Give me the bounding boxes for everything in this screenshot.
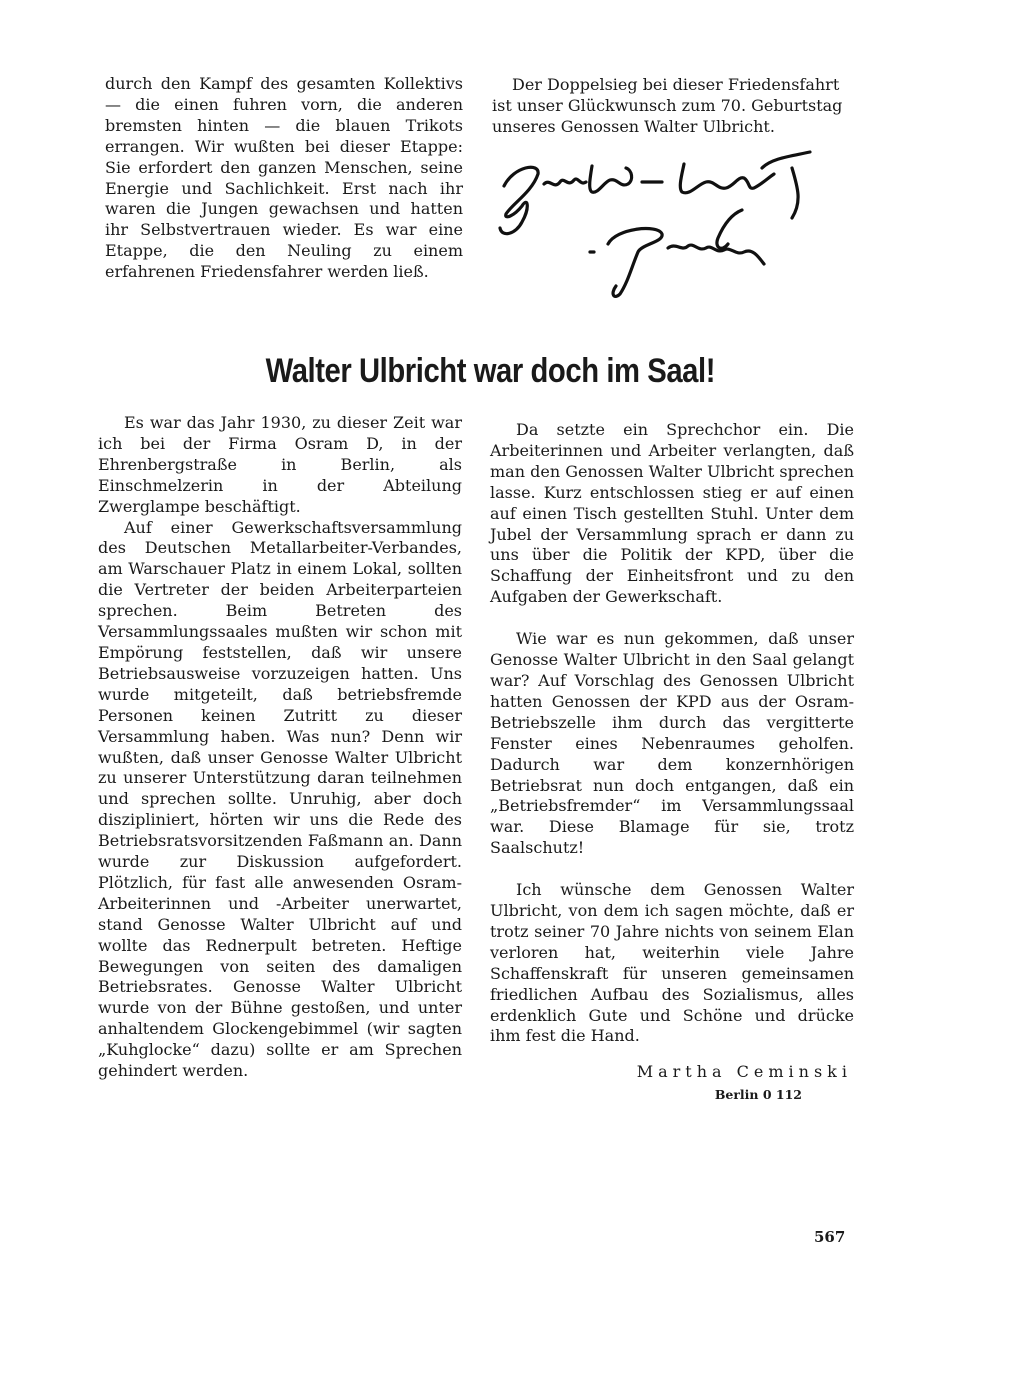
article-paragraph: Auf einer Gewerkschaftsversammlung des Deutschen Metallarbeiter-Verbandes, am Warschauer Platz in einem Lokal, sollten die Vertreter der beiden Arbeiterparteien sprechen. Beim Betreten des Versammlungssaales mußten wir schon mit Empörung feststellen, daß wir unsere Betriebsausweise vorzuzeigen hatten. Uns wurde mitgeteilt, daß betriebsfremde Personen keinen Zutritt zu dieser Versammlung haben. Was nun? Denn wir wußten, daß unser Genosse Walter Ulbricht zu unserer Unterstützung daran teilnehmen und sprechen sollte. Unruhig, aber doch diszipliniert, hörten wir uns die Rede des Betriebsratsvorsitzenden Faßmann an. Dann wurde zur Diskussion aufgefordert. Plötzlich, für fast alle anwesenden Osram-Arbeiterinnen und -Arbeiter unerwartet, stand Genosse Walter Ulbricht auf und wollte das Rednerpult betreten. Heftige Bewegungen von seiten des damaligen Betriebsrates. Genosse Walter Ulbricht wurde von der Bühne gestoßen, und unter anhaltendem Glockengebimmel (wir sagten „Kuhglocke“ dazu) sollte er am Sprechen gehindert werden. (98, 517, 462, 1081)
article-paragraph: Wie war es nun gekommen, daß unser Genosse Walter Ulbricht in den Saal gelangt war? Auf Vorschlag des Genossen Ulbricht hatten Genossen der KPD aus der Osram-Betriebszelle ihm durch das vergitterte Fenster eines Nebenraumes geholfen. Dadurch war dem konzernhörigen Betriebsrat nun doch entgangen, daß ein „Betriebsfremder“ im Versammlungssaal war. Diese Blamage für sie, trotz Saalschutz! (490, 629, 854, 858)
top-left-paragraph: durch den Kampf des gesamten Kollektivs — die einen fuhren vorn, die anderen bremsten hinten — die blauen Trikots errangen. Wir wußten bei dieser Etappe: Sie erfordert den ganzen Menschen, seine Energie und Sachlichkeit. Erst nach ihr waren die Jungen gewachsen und hatten ihr Selbstvertrauen wieder. Es war eine Etappe, die den Neuling zu einem erfahrenen Friedensfahrer werden ließ. (105, 74, 463, 282)
article-left-column (98, 413, 462, 1082)
handwritten-signature (492, 148, 862, 308)
article-paragraph: Da setzte ein Sprechchor ein. Die Arbeiterinnen und Arbeiter verlangten, daß man den Genossen Walter Ulbricht sprechen lasse. Kurz entschlossen stieg er auf einen auf einen Tisch gestellten Stuhl. Unter dem Jubel der Versammlung sprach er dann zu uns über die Politik der KPD, über die Schaffung der Einheitsfront und zu den Aufgaben der Gewerkschaft. (490, 420, 855, 607)
article-paragraph: Ich wünsche dem Genossen Walter Ulbricht, von dem ich sagen möchte, daß er trotz seiner 70 Jahre nichts von seinem Elan verloren hat, weiterhin viele Jahre Schaffenskraft für unseren gemeinsamen friedlichen Aufbau des Sozialismus, alles erdenklich Gute und Schöne und drücke ihm fest die Hand. (490, 880, 854, 1046)
article-paragraph: Es war das Jahr 1930, zu dieser Zeit war ich bei der Firma Osram D, in der Ehrenbergstraße in Berlin, als Einschmelzerin in der Abteilung Zwerglampe beschäftigt. (98, 413, 462, 516)
article-headline: Walter Ulbricht war doch im Saal! (265, 352, 716, 390)
signature-text: Gustav-Adolf Schur (492, 148, 502, 149)
article-right-column (490, 420, 854, 1047)
top-left-column (105, 74, 463, 283)
top-right-column (492, 75, 858, 138)
author-name: Martha Ceminski (636, 1062, 852, 1081)
author-place: Berlin 0 112 (714, 1087, 802, 1102)
congratulation-paragraph: Der Doppelsieg bei dieser Friedensfahrt ist unser Glückwunsch zum 70. Geburtstag unseres Genossen Walter Ulbricht. (492, 75, 843, 136)
page-number: 567 (814, 1228, 846, 1246)
